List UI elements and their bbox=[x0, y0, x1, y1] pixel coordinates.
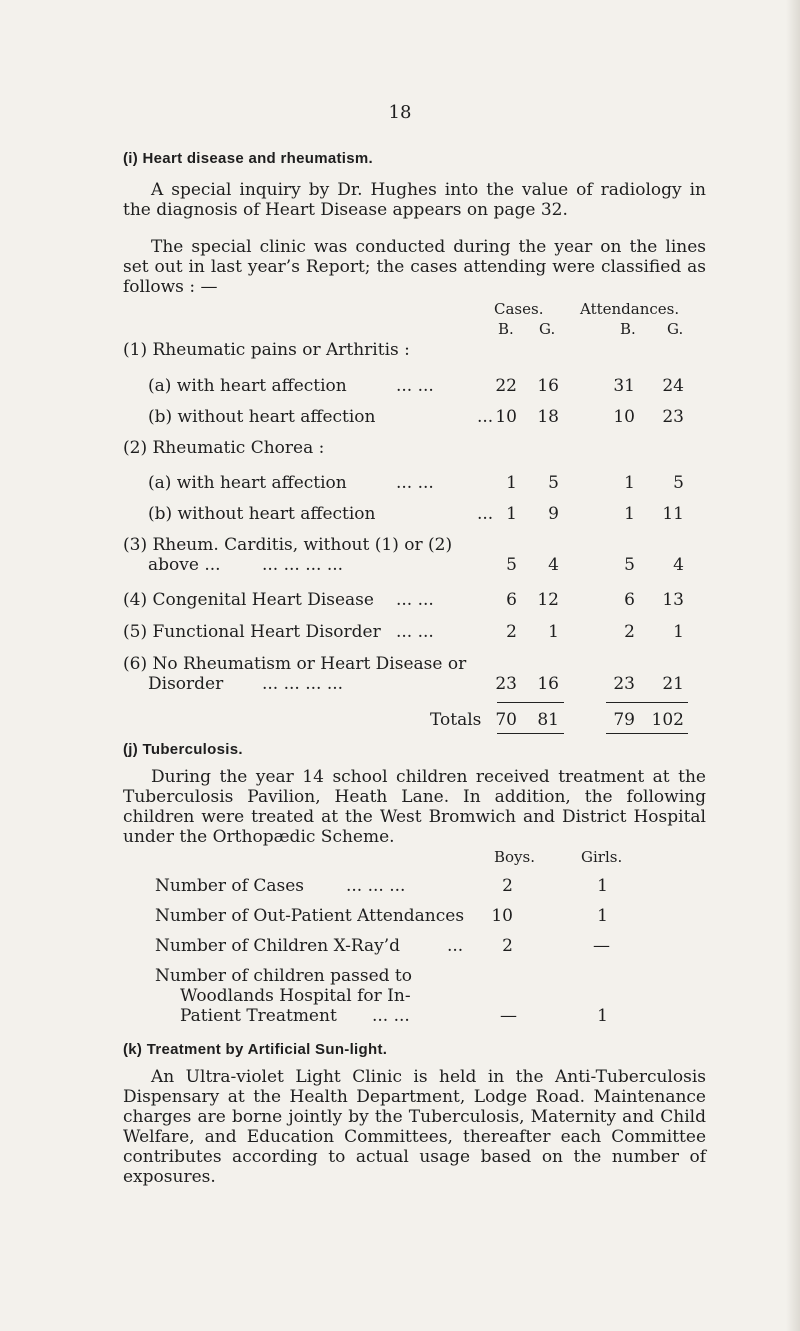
paragraph-text: A special inquiry by Dr. Hughes into the value of radiology in the diagnosis of Heart Disease appears on page 32. bbox=[123, 180, 706, 220]
table-row-label: (3) Rheum. Carditis, without (1) or (2) bbox=[123, 535, 453, 555]
attendances-girls-total: 102 bbox=[651, 710, 684, 730]
cases-boys-total: 70 bbox=[495, 710, 517, 730]
table-row-label: (a) with heart affection bbox=[148, 376, 347, 396]
leader-dots: ... bbox=[447, 936, 464, 956]
table-row-label: (a) with heart affection bbox=[148, 473, 347, 493]
table-row-label: Number of Out-Patient Attendances bbox=[155, 906, 465, 926]
table-row-label: (b) without heart affection bbox=[148, 407, 376, 427]
attendances-girls-value: 21 bbox=[662, 674, 684, 694]
cases-boys-value: 10 bbox=[495, 407, 517, 427]
table-row-label: (1) Rheumatic pains or Arthritis : bbox=[123, 340, 410, 360]
totals-underline-attendances bbox=[606, 733, 688, 734]
table-row-label: (4) Congenital Heart Disease bbox=[123, 590, 374, 610]
girls-value: 1 bbox=[597, 876, 608, 896]
attendances-boys-value: 1 bbox=[624, 473, 635, 493]
paragraph-special-inquiry bbox=[123, 180, 706, 220]
cases-boys-value: 22 bbox=[495, 376, 517, 396]
leader-dots: ... ... ... ... bbox=[262, 674, 344, 694]
page-edge-shadow bbox=[786, 0, 800, 1331]
leader-dots: ... ... ... ... bbox=[262, 555, 344, 575]
paragraph-ultra-violet-clinic bbox=[123, 1067, 706, 1187]
boys-value: — bbox=[500, 1006, 517, 1026]
paragraph-tuberculosis bbox=[123, 767, 706, 847]
table-row-label: (6) No Rheumatism or Heart Disease or bbox=[123, 654, 467, 674]
attendances-girls-value: 4 bbox=[673, 555, 684, 575]
table-row-label: Number of Cases bbox=[155, 876, 304, 896]
cases-girls-value: 1 bbox=[548, 622, 559, 642]
column-header-attendances-girls: G. bbox=[667, 320, 684, 338]
attendances-girls-value: 11 bbox=[662, 504, 684, 524]
table-row-label: Patient Treatment bbox=[180, 1006, 337, 1026]
table-row-label: (2) Rheumatic Chorea : bbox=[123, 438, 325, 458]
cases-girls-total: 81 bbox=[537, 710, 559, 730]
column-header-boys: Boys. bbox=[494, 848, 535, 866]
attendances-boys-value: 2 bbox=[624, 622, 635, 642]
table-row-label: Woodlands Hospital for In- bbox=[180, 986, 411, 1006]
attendances-boys-value: 1 bbox=[624, 504, 635, 524]
girls-value: — bbox=[593, 936, 610, 956]
girls-value: 1 bbox=[597, 1006, 608, 1026]
heading-tuberculosis: (j) Tuberculosis. bbox=[123, 741, 243, 758]
heading-artificial-sunlight: (k) Treatment by Artificial Sun-light. bbox=[123, 1041, 388, 1058]
attendances-girls-value: 24 bbox=[662, 376, 684, 396]
cases-boys-value: 5 bbox=[506, 555, 517, 575]
cases-boys-value: 1 bbox=[506, 473, 517, 493]
paragraph-text: The special clinic was conducted during the year on the lines set out in last year’s Report; the cases attending were classified as follows : — bbox=[123, 237, 706, 297]
leader-dots: ... ... bbox=[396, 590, 434, 610]
cases-girls-value: 16 bbox=[537, 376, 559, 396]
cases-girls-value: 9 bbox=[548, 504, 559, 524]
attendances-girls-value: 5 bbox=[673, 473, 684, 493]
attendances-boys-value: 6 bbox=[624, 590, 635, 610]
table-row-label: above ... bbox=[148, 555, 221, 575]
table-row-label: (5) Functional Heart Disorder bbox=[123, 622, 381, 642]
attendances-boys-value: 23 bbox=[613, 674, 635, 694]
column-group-cases: Cases. bbox=[494, 300, 544, 318]
cases-girls-value: 4 bbox=[548, 555, 559, 575]
totals-label: Totals bbox=[430, 710, 482, 730]
column-header-cases-boys: B. bbox=[498, 320, 514, 338]
leader-dots: ... ... bbox=[372, 1006, 410, 1026]
attendances-girls-value: 1 bbox=[673, 622, 684, 642]
paragraph-text: During the year 14 school children received treatment at the Tuberculosis Pavilion, Heath Lane. In addition, the following children were treated at the West Bromwich and District Hospital under the Orthopædic Scheme. bbox=[123, 767, 706, 847]
column-header-cases-girls: G. bbox=[539, 320, 556, 338]
totals-underline-cases bbox=[497, 733, 564, 734]
cases-girls-value: 12 bbox=[537, 590, 559, 610]
girls-value: 1 bbox=[597, 906, 608, 926]
cases-girls-value: 16 bbox=[537, 674, 559, 694]
attendances-boys-value: 31 bbox=[613, 376, 635, 396]
attendances-girls-value: 23 bbox=[662, 407, 684, 427]
column-header-attendances-boys: B. bbox=[620, 320, 636, 338]
table-row-label: (b) without heart affection bbox=[148, 504, 376, 524]
boys-value: 2 bbox=[502, 876, 513, 896]
cases-boys-value: 1 bbox=[506, 504, 517, 524]
page-number: 18 bbox=[388, 102, 412, 123]
totals-rule-attendances bbox=[606, 702, 688, 703]
table-row-label: Disorder bbox=[148, 674, 224, 694]
cases-girls-value: 18 bbox=[537, 407, 559, 427]
attendances-boys-total: 79 bbox=[613, 710, 635, 730]
column-group-attendances: Attendances. bbox=[580, 300, 680, 318]
cases-boys-value: 23 bbox=[495, 674, 517, 694]
attendances-boys-value: 5 bbox=[624, 555, 635, 575]
leader-dots: ... ... bbox=[396, 622, 434, 642]
cases-boys-value: 6 bbox=[506, 590, 517, 610]
heading-heart-disease: (i) Heart disease and rheumatism. bbox=[123, 150, 373, 167]
table-row-label: Number of children passed to bbox=[155, 966, 412, 986]
leader-dots: ... bbox=[477, 504, 494, 524]
leader-dots: ... ... bbox=[396, 376, 434, 396]
boys-value: 2 bbox=[502, 936, 513, 956]
cases-girls-value: 5 bbox=[548, 473, 559, 493]
leader-dots: ... ... bbox=[396, 473, 434, 493]
table-row-label: Number of Children X-Ray’d bbox=[155, 936, 401, 956]
leader-dots: ... ... ... bbox=[346, 876, 406, 896]
leader-dots: ... bbox=[477, 407, 494, 427]
column-header-girls: Girls. bbox=[581, 848, 623, 866]
paragraph-text: An Ultra-violet Light Clinic is held in the Anti-Tuberculosis Dispensary at the Health Department, Lodge Road. Maintenance charges are borne jointly by the Tuberculosis, Maternity and Child Welfare, and Education Committees, thereafter each Committee contributes according to actual usage based on the number of exposures. bbox=[123, 1067, 706, 1187]
attendances-girls-value: 13 bbox=[662, 590, 684, 610]
paragraph-special-clinic bbox=[123, 237, 706, 297]
cases-boys-value: 2 bbox=[506, 622, 517, 642]
totals-rule-cases bbox=[497, 702, 564, 703]
boys-value: 10 bbox=[491, 906, 513, 926]
attendances-boys-value: 10 bbox=[613, 407, 635, 427]
